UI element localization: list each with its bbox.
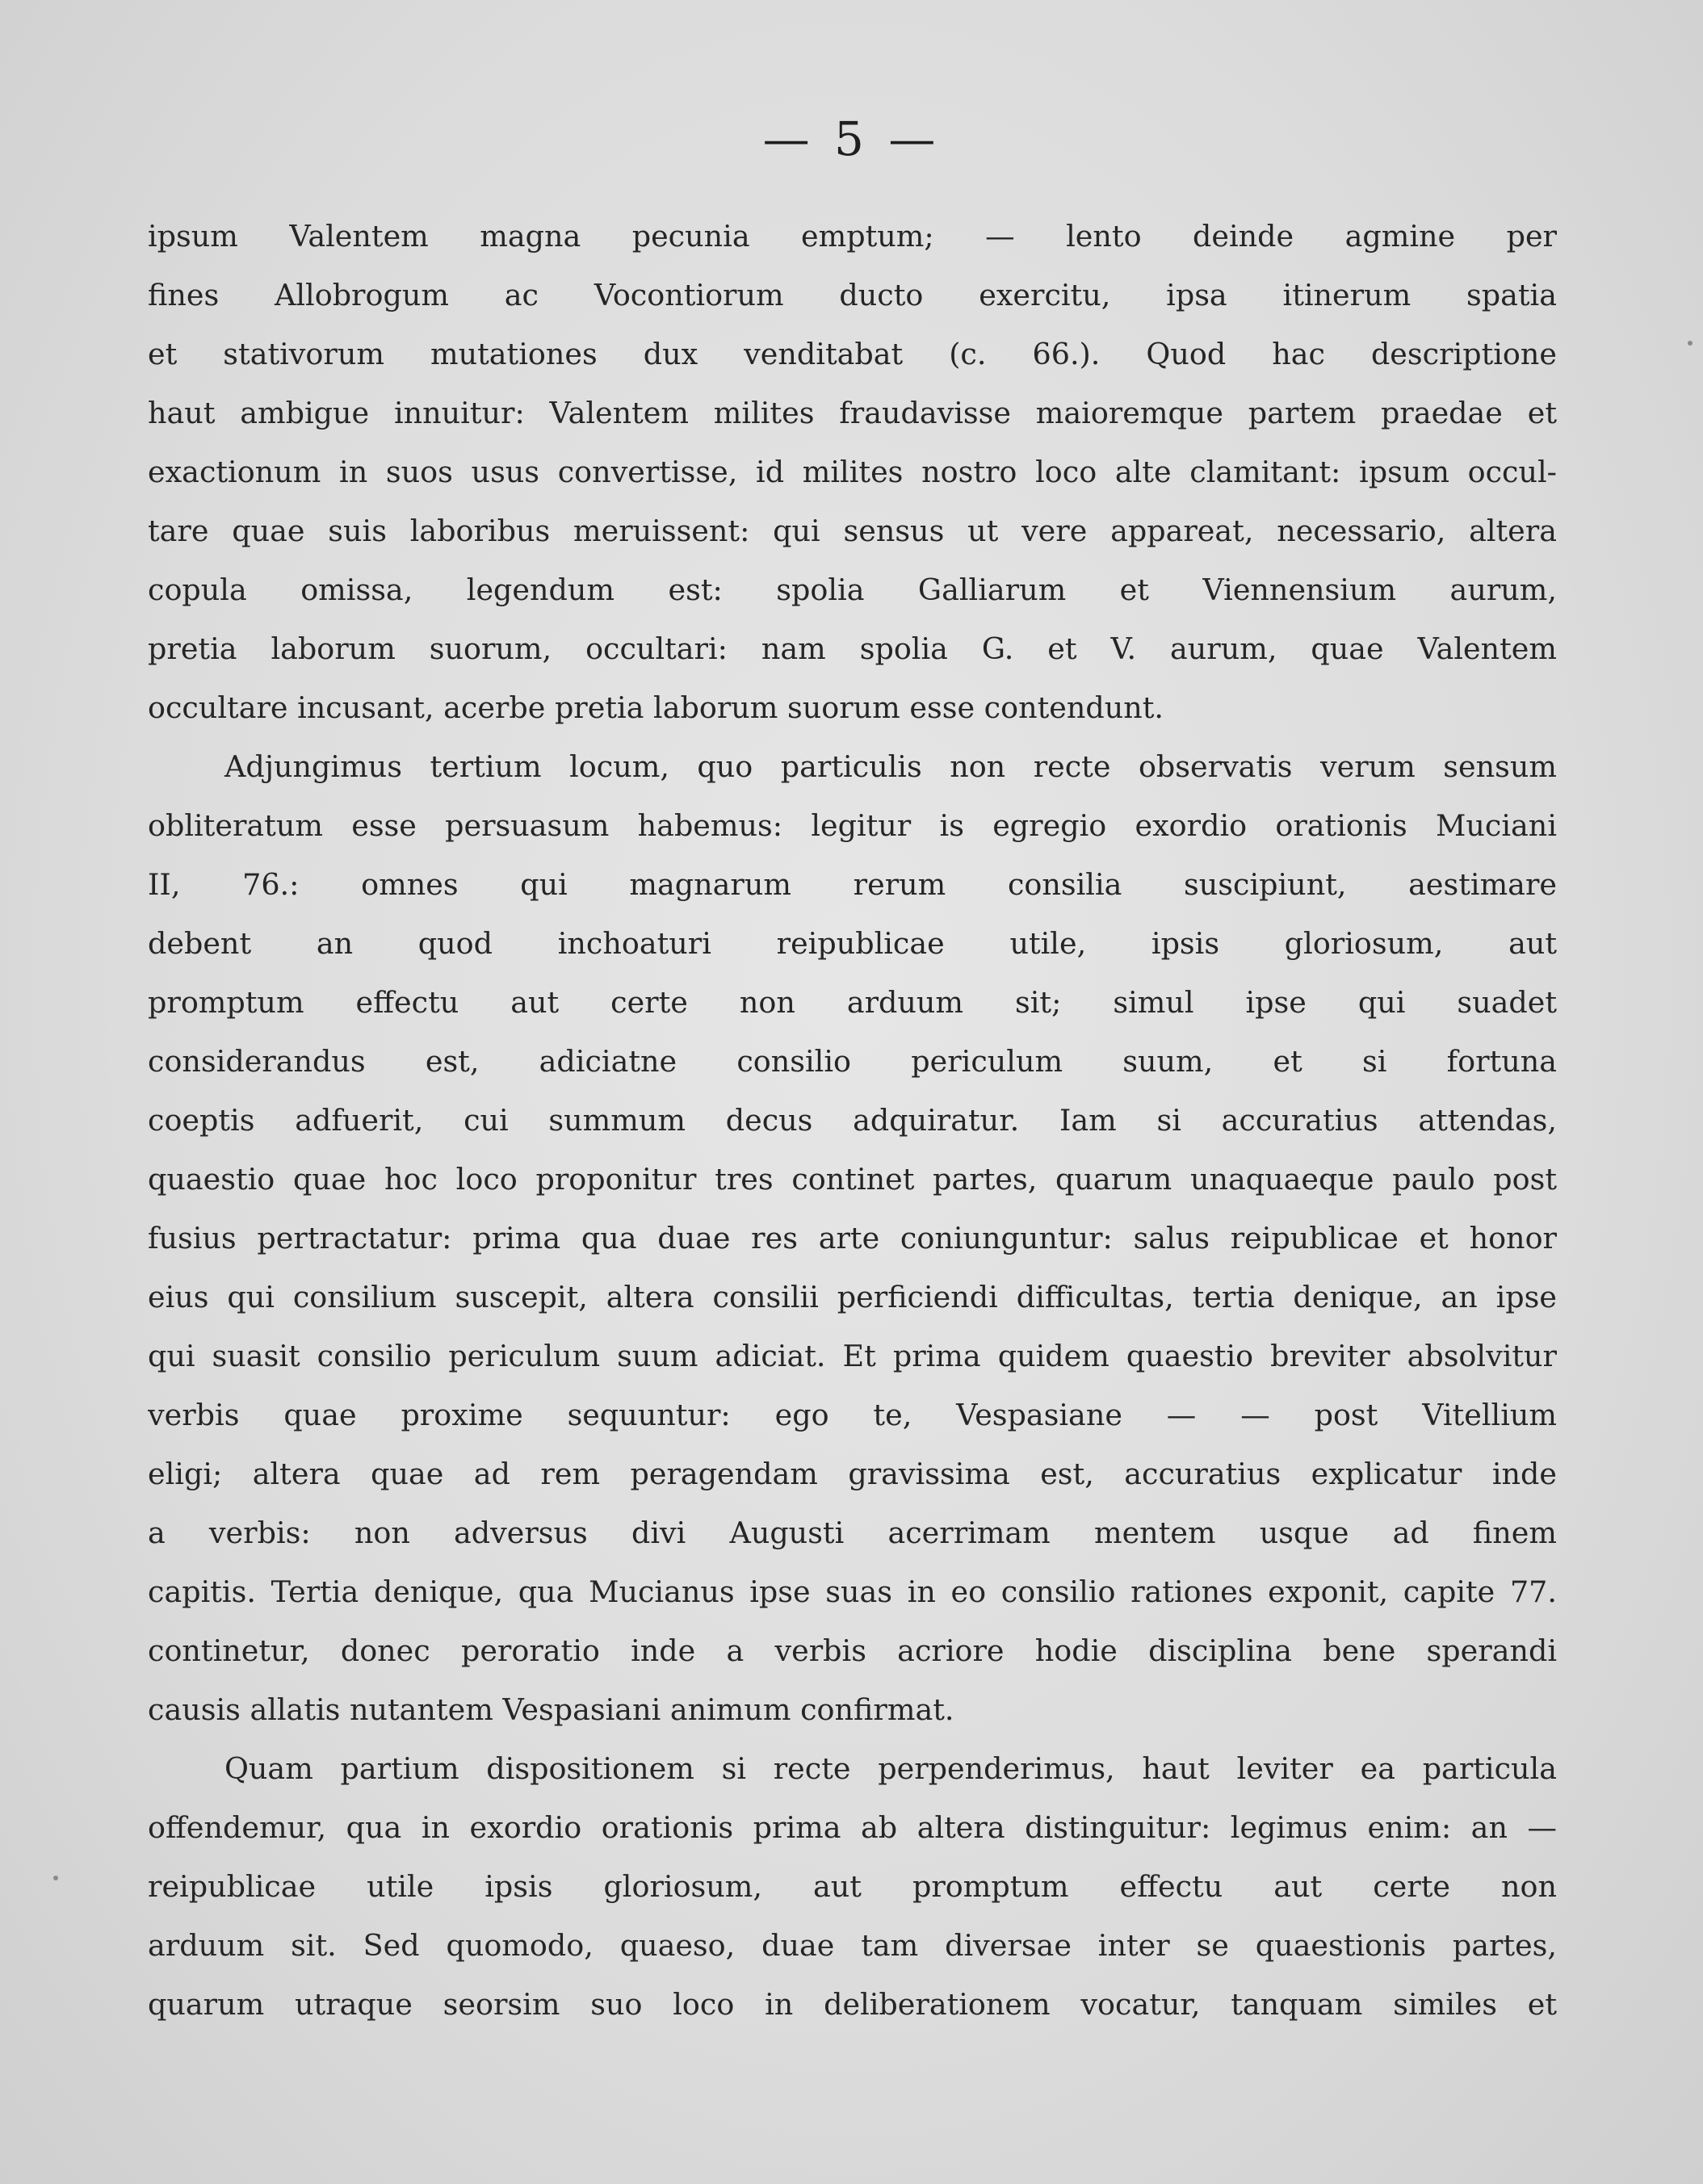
text-line: promptum effectu aut certe non arduum sit; simul ipse qui suadet [148,985,1557,1020]
text-line: II, 76.: omnes qui magnarum rerum consilia suscipiunt, aestimare [148,867,1557,902]
body-text [148,207,1557,2034]
text-line: tare quae suis laboribus meruissent: qui sensus ut vere appareat, necessario, altera [148,514,1557,548]
text-line: Quam partium dispositionem si recte perpenderimus, haut leviter ea particula [224,1751,1557,1786]
scan-speck [1688,341,1693,346]
paragraph-3 [148,1739,1557,2034]
text-line: arduum sit. Sed quomodo, quaeso, duae tam diversae inter se quaestionis partes, [148,1928,1557,1963]
text-line: quarum utraque seorsim suo loco in deliberationem vocatur, tanquam similes et [148,1987,1557,2022]
text-line: debent an quod inchoaturi reipublicae utile, ipsis gloriosum, aut [148,926,1557,961]
text-line: verbis quae proxime sequuntur: ego te, Vespasiane — — post Vitellium [148,1398,1557,1432]
text-line: quaestio quae hoc loco proponitur tres continet partes, quarum unaquaeque paulo post [148,1162,1557,1197]
text-line: eius qui consilium suscepit, altera consilii perficiendi difficultas, tertia denique, an ipse [148,1280,1557,1314]
text-line: reipublicae utile ipsis gloriosum, aut promptum effectu aut certe non [148,1869,1557,1904]
text-line: a verbis: non adversus divi Augusti acerrimam mentem usque ad finem [148,1515,1557,1550]
text-line: Adjungimus tertium locum, quo particulis non recte observatis verum sensum [224,749,1557,784]
paragraph-2 [148,737,1557,1739]
text-line: qui suasit consilio periculum suum adiciat. Et prima quidem quaestio breviter absolvitur [148,1339,1557,1373]
text-line: fusius pertractatur: prima qua duae res arte coniunguntur: salus reipublicae et honor [148,1221,1557,1255]
text-line: copula omissa, legendum est: spolia Galliarum et Viennensium aurum, [148,572,1557,607]
text-line: ipsum Valentem magna pecunia emptum; — lento deinde agmine per [148,219,1557,254]
text-line: exactionum in suos usus convertisse, id milites nostro loco alte clamitant: ipsum occul- [148,455,1557,489]
text-line: et stativorum mutationes dux venditabat (c. 66.). Quod hac descriptione [148,337,1557,371]
text-line: eligi; altera quae ad rem peragendam gravissima est, accuratius explicatur inde [148,1457,1557,1491]
text-line: obliteratum esse persuasum habemus: legitur is egregio exordio orationis Muciani [148,808,1557,843]
text-line: offendemur, qua in exordio orationis prima ab altera distinguitur: legimus enim: an — [148,1810,1557,1845]
text-line: pretia laborum suorum, occultari: nam spolia G. et V. aurum, quae Valentem [148,631,1557,666]
text-line: causis allatis nutantem Vespasiani animum confirmat. [148,1692,954,1727]
paragraph-1 [148,207,1557,737]
text-line: coeptis adfuerit, cui summum decus adquiratur. Iam si accuratius attendas, [148,1103,1557,1138]
text-line: haut ambigue innuitur: Valentem milites fraudavisse maioremque partem praedae et [148,396,1557,430]
text-line: considerandus est, adiciatne consilio periculum suum, et si fortuna [148,1044,1557,1079]
text-line: continetur, donec peroratio inde a verbis acriore hodie disciplina bene sperandi [148,1633,1557,1668]
text-line: fines Allobrogum ac Vocontiorum ducto exercitu, ipsa itinerum spatia [148,278,1557,312]
scan-speck [53,1876,58,1880]
page-number: — 5 — [762,111,941,166]
text-line: capitis. Tertia denique, qua Mucianus ipse suas in eo consilio rationes exponit, capite 77. [148,1574,1557,1609]
text-line: occultare incusant, acerbe pretia laborum suorum esse contendunt. [148,690,1164,725]
